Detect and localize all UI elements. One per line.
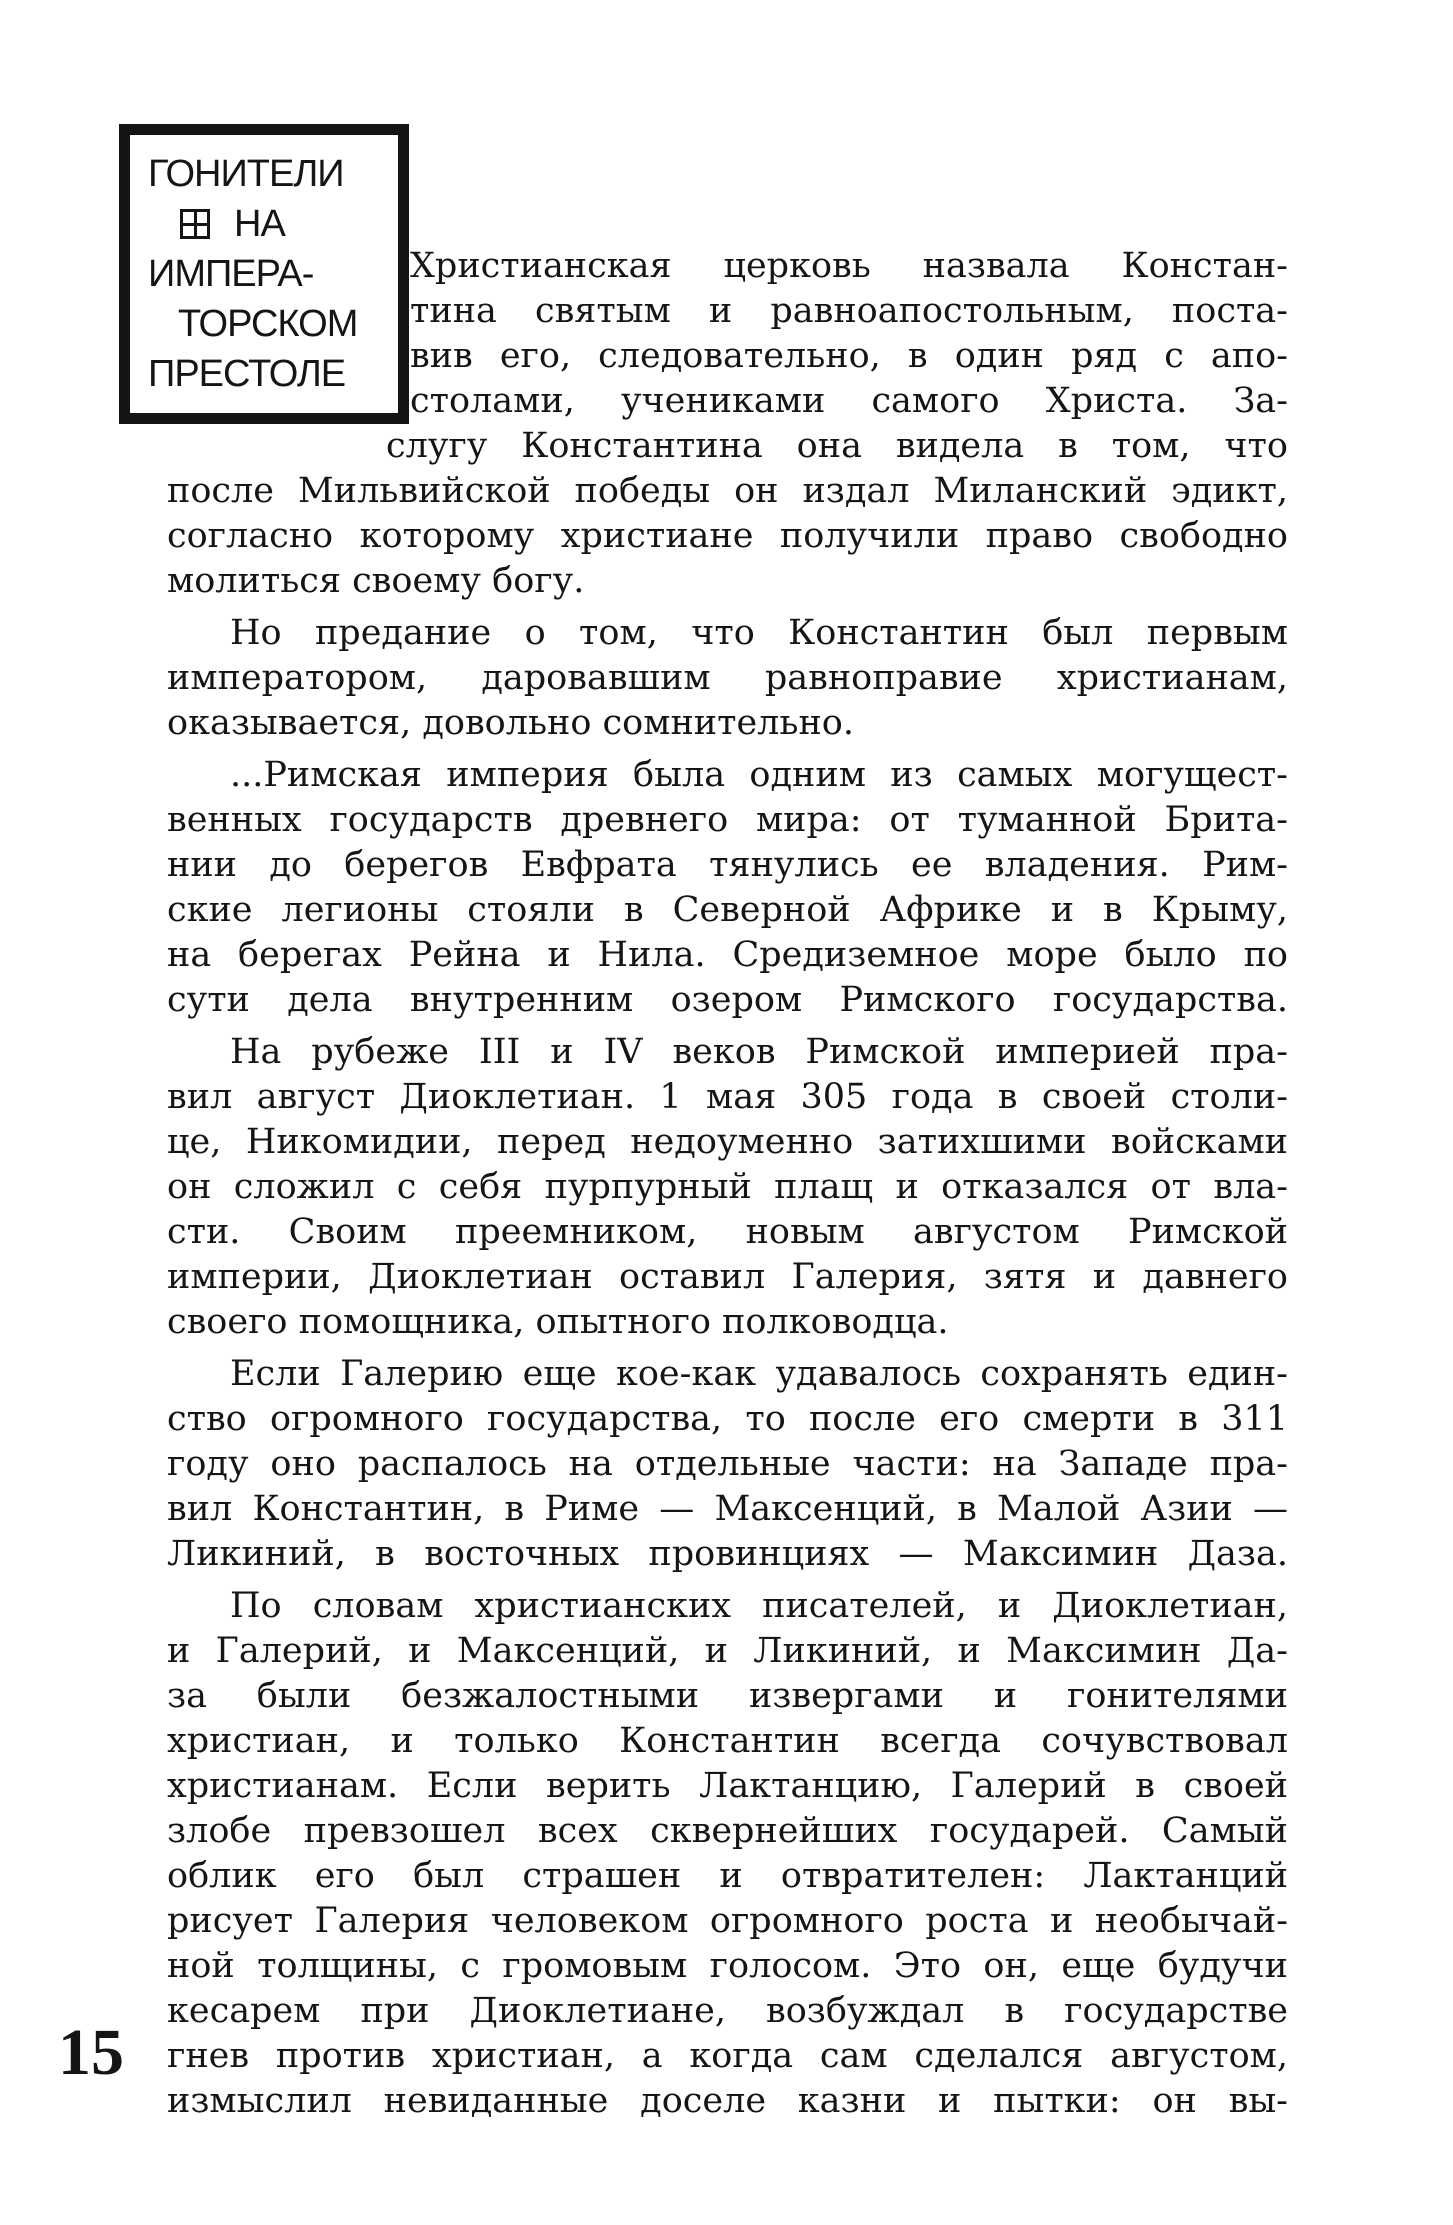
chapter-title-line: ТОРСКОМ (178, 303, 358, 345)
text-line: На рубеже III и IV веков Римской империей пра- (230, 1032, 1288, 1072)
text-line: венных государств древнего мира: от туманной Брита- (167, 800, 1288, 840)
text-line: сути дела внутренним озером Римского государства. (167, 980, 1288, 1020)
text-line: Христианская церковь назвала Констан- (410, 246, 1288, 286)
text-line: рисует Галерия человеком огромного роста и необычай- (167, 1901, 1288, 1941)
text-line: Ликиний, в восточных провинциях — Максимин Даза. (167, 1534, 1288, 1574)
text-line: он сложил с себя пурпурный плащ и отказался от вла- (167, 1167, 1288, 1207)
text-line: вив его, следовательно, в один ряд с апо- (410, 336, 1288, 376)
text-line: и Галерий, и Максенций, и Ликиний, и Максимин Да- (167, 1631, 1288, 1671)
text-line: облик его был страшен и отвратителен: Лактанций (167, 1856, 1288, 1896)
text-line: ной толщины, с громовым голосом. Это он, еще будучи (167, 1946, 1288, 1986)
chapter-title-word: НА (234, 203, 285, 245)
text-line: це, Никомидии, перед недоуменно затихшими войсками (167, 1122, 1288, 1162)
text-line: христианам. Если верить Лактанцию, Галерий в своей (167, 1766, 1288, 1806)
text-line: своего помощника, опытного полководца. (167, 1302, 949, 1342)
text-line: вил август Диоклетиан. 1 мая 305 года в своей столи- (167, 1077, 1288, 1117)
text-line: году оно распалось на отдельные части: на Западе пра- (167, 1444, 1288, 1484)
text-line: Если Галерию еще кое-как удавалось сохранять един- (230, 1354, 1288, 1394)
text-line: оказывается, довольно сомнительно. (167, 703, 854, 743)
text-line: По словам христианских писателей, и Диоклетиан, (230, 1586, 1288, 1626)
text-line: Но предание о том, что Константин был первым (230, 613, 1288, 653)
text-line: сти. Своим преемником, новым августом Римской (167, 1212, 1288, 1252)
text-line: ство огромного государства, то после его смерти в 311 (167, 1399, 1288, 1439)
text-line: согласно которому христиане получили право свободно (167, 516, 1288, 556)
text-line: за были безжалостными извергами и гонителями (167, 1676, 1288, 1716)
page-number: 15 (58, 2016, 124, 2089)
text-line: молиться своему богу. (167, 561, 585, 601)
text-line: после Мильвийской победы он издал Миланский эдикт, (167, 471, 1288, 511)
text-line: на берегах Рейна и Нила. Средиземное море было по (167, 935, 1288, 975)
text-line: злобе превзошел всех сквернейших государей. Самый (167, 1811, 1288, 1851)
text-line: империи, Диоклетиан оставил Галерия, зятя и давнего (167, 1257, 1288, 1297)
text-line: столами, учениками самого Христа. За- (410, 381, 1288, 421)
text-line: измыслил невиданные доселе казни и пытки: он вы- (167, 2081, 1288, 2121)
text-line: нии до берегов Евфрата тянулись ее владения. Рим- (167, 845, 1288, 885)
text-line: вил Константин, в Риме — Максенций, в Малой Азии — (167, 1489, 1288, 1529)
chapter-title-line: ПРЕСТОЛЕ (148, 353, 346, 395)
text-line: христиан, и только Константин всегда сочувствовал (167, 1721, 1288, 1761)
text-line: тина святым и равноапостольным, поста- (410, 291, 1288, 331)
text-line: ские легионы стояли в Северной Африке и в Крыму, (167, 890, 1288, 930)
text-line: кесарем при Диоклетиане, возбуждал в государстве (167, 1991, 1288, 2031)
chapter-title-line: ГОНИТЕЛИ (148, 153, 344, 195)
chapter-title-line: ИМПЕРА- (148, 253, 314, 295)
text-line: императором, даровавшим равноправие христианам, (167, 658, 1288, 698)
text-line: слугу Константина она видела в том, что (386, 426, 1288, 466)
text-line: гнев против христиан, а когда сам сделался августом, (167, 2036, 1288, 2076)
text-line: ...Римская империя была одним из самых могущест- (230, 755, 1288, 795)
